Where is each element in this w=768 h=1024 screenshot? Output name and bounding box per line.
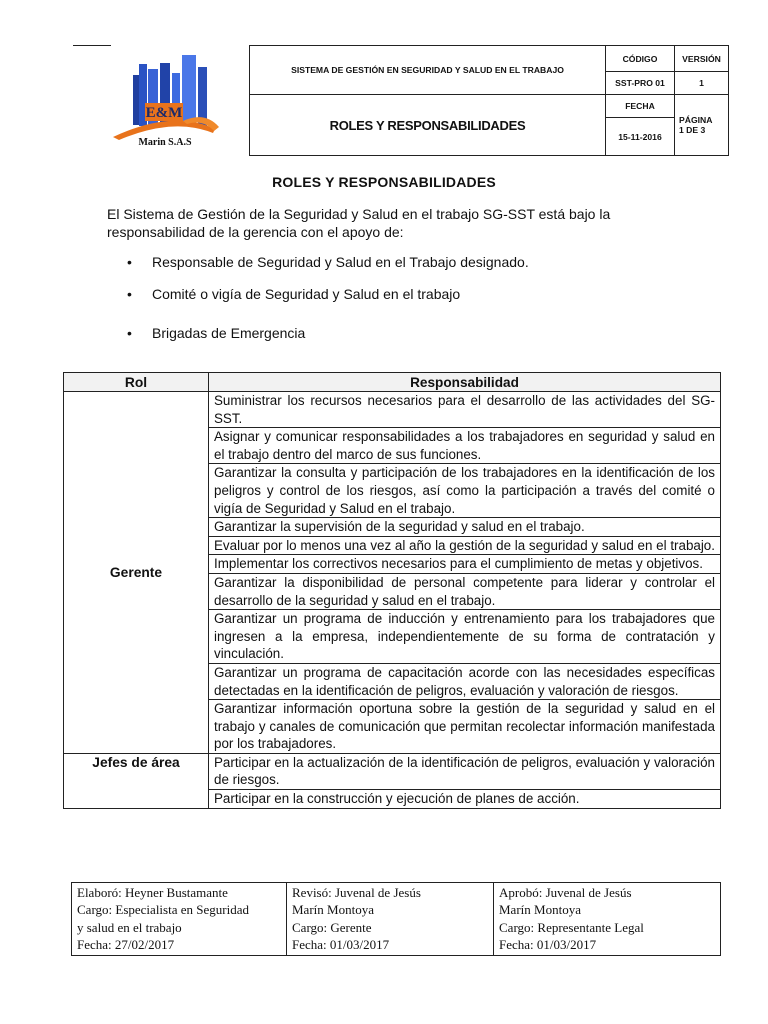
signoff-line: Fecha: 01/03/2017: [292, 937, 390, 953]
responsibility-cell: Asignar y comunicar responsabilidades a los trabajadores en seguridad y salud en el trabajo dentro del marco de sus funciones.: [209, 428, 721, 464]
code-label: CÓDIGO: [622, 53, 658, 64]
responsibility-cell: Garantizar un programa de inducción y entrenamiento para los trabajadores que ingresen a la empresa, independientemente de su forma de contratación y vinculación.: [209, 610, 721, 664]
system-title: SISTEMA DE GESTIÓN EN SEGURIDAD Y SALUD EN EL TRABAJO: [291, 65, 564, 75]
signoff-line: Marín Montoya: [292, 902, 374, 918]
signoff-line: Fecha: 01/03/2017: [499, 937, 597, 953]
column-header-responsabilidad: Responsabilidad: [209, 373, 721, 392]
table-row: [64, 753, 721, 789]
responsibility-cell: Garantizar la consulta y participación de los trabajadores en la identificación de los peligros y control de los riesgos, así como la participación a través del comité o vigía de Seguridad y Salud en el trabajo.: [209, 464, 721, 518]
company-logo-graphic: [73, 45, 249, 156]
code-value: SST-PRO 01: [615, 78, 665, 88]
logo-company-name: Marin S.A.S: [138, 137, 192, 148]
bullet-text: Responsable de Seguridad y Salud en el Trabajo designado.: [152, 254, 529, 270]
intro-line-1: El Sistema de Gestión de la Seguridad y Salud en el trabajo SG-SST está bajo la: [107, 206, 611, 222]
page-value: 1 DE 3: [679, 125, 706, 135]
intro-line-2: responsabilidad de la gerencia con el apoyo de:: [107, 224, 404, 240]
signoff-line: Cargo: Especialista en Seguridad: [77, 902, 249, 918]
responsibility-cell: Garantizar la disponibilidad de personal competente para liderar y controlar el desarrollo de la seguridad y salud en el trabajo.: [209, 573, 721, 609]
intro-paragraph: [107, 205, 707, 241]
company-logo: [73, 45, 249, 156]
responsibility-cell: Participar en la construcción y ejecución de planes de acción.: [209, 790, 721, 809]
version-value: 1: [699, 78, 704, 88]
version-label: VERSIÓN: [682, 53, 721, 64]
header-doc-title: ROLES Y RESPONSABILIDADES: [329, 117, 526, 133]
signoff-reviso: [287, 883, 494, 956]
table-header-row: [64, 373, 721, 392]
signoff-line: Elaboró: Heyner Bustamante: [77, 885, 228, 900]
signoff-line: y salud en el trabajo: [77, 919, 182, 935]
date-value: 15-11-2016: [618, 131, 662, 142]
responsibility-cell: Evaluar por lo menos una vez al año la gestión de la seguridad y salud en el trabajo.: [209, 536, 721, 555]
bullet-text: Brigadas de Emergencia: [152, 325, 306, 341]
responsibility-cell: Garantizar la supervisión de la seguridad y salud en el trabajo.: [209, 518, 721, 537]
signoff-aprobo: [494, 883, 721, 956]
signoff-line: Cargo: Representante Legal: [499, 919, 644, 935]
roles-table: [63, 372, 721, 809]
bullet-dot-icon: •: [127, 286, 132, 302]
bullet-dot-icon: •: [127, 325, 132, 341]
date-label: FECHA: [625, 101, 655, 111]
header-border-right: [728, 45, 729, 156]
table-row: [64, 392, 721, 428]
signoff-line: Marín Montoya: [499, 902, 581, 918]
page-title: ROLES Y RESPONSABILIDADES: [272, 174, 496, 190]
header-border-bottom: [249, 155, 729, 156]
role-name-gerente: Gerente: [64, 392, 209, 754]
document-header: [73, 45, 729, 156]
responsibility-cell: Participar en la actualización de la identificación de peligros, evaluación y valoración de riesgos.: [209, 753, 721, 789]
bullet-dot-icon: •: [127, 254, 132, 270]
logo-text: E&M: [145, 105, 183, 121]
signoff-row: [72, 883, 721, 956]
page-indicator: [675, 95, 728, 155]
responsibility-cell: Implementar los correctivos necesarios para el cumplimiento de metas y objetivos.: [209, 555, 721, 574]
responsibility-cell: Suministrar los recursos necesarios para el desarrollo de las actividades del SG-SST.: [209, 392, 721, 428]
signoff-line: Cargo: Gerente: [292, 919, 372, 935]
page-label: PÁGINA: [679, 115, 713, 125]
column-header-rol: Rol: [64, 373, 209, 392]
signoff-line: Aprobó: Juvenal de Jesús: [499, 885, 632, 900]
role-name-jefes-de-area: Jefes de área: [64, 753, 209, 808]
bullet-text: Comité o vigía de Seguridad y Salud en el trabajo: [152, 286, 461, 302]
signoff-line: Fecha: 27/02/2017: [77, 937, 175, 953]
responsibility-cell: Garantizar información oportuna sobre la gestión de la seguridad y salud en el trabajo y canales de comunicación que permitan recolectar información manifestada por los trabajadores.: [209, 700, 721, 754]
responsibility-cell: Garantizar un programa de capacitación acorde con las necesidades específicas detectadas en la identificación de peligros, evaluación y valoración de riesgos.: [209, 663, 721, 699]
signoff-table: [71, 882, 721, 956]
signoff-elaboro: [72, 883, 287, 956]
signoff-line: Revisó: Juvenal de Jesús: [292, 885, 421, 900]
